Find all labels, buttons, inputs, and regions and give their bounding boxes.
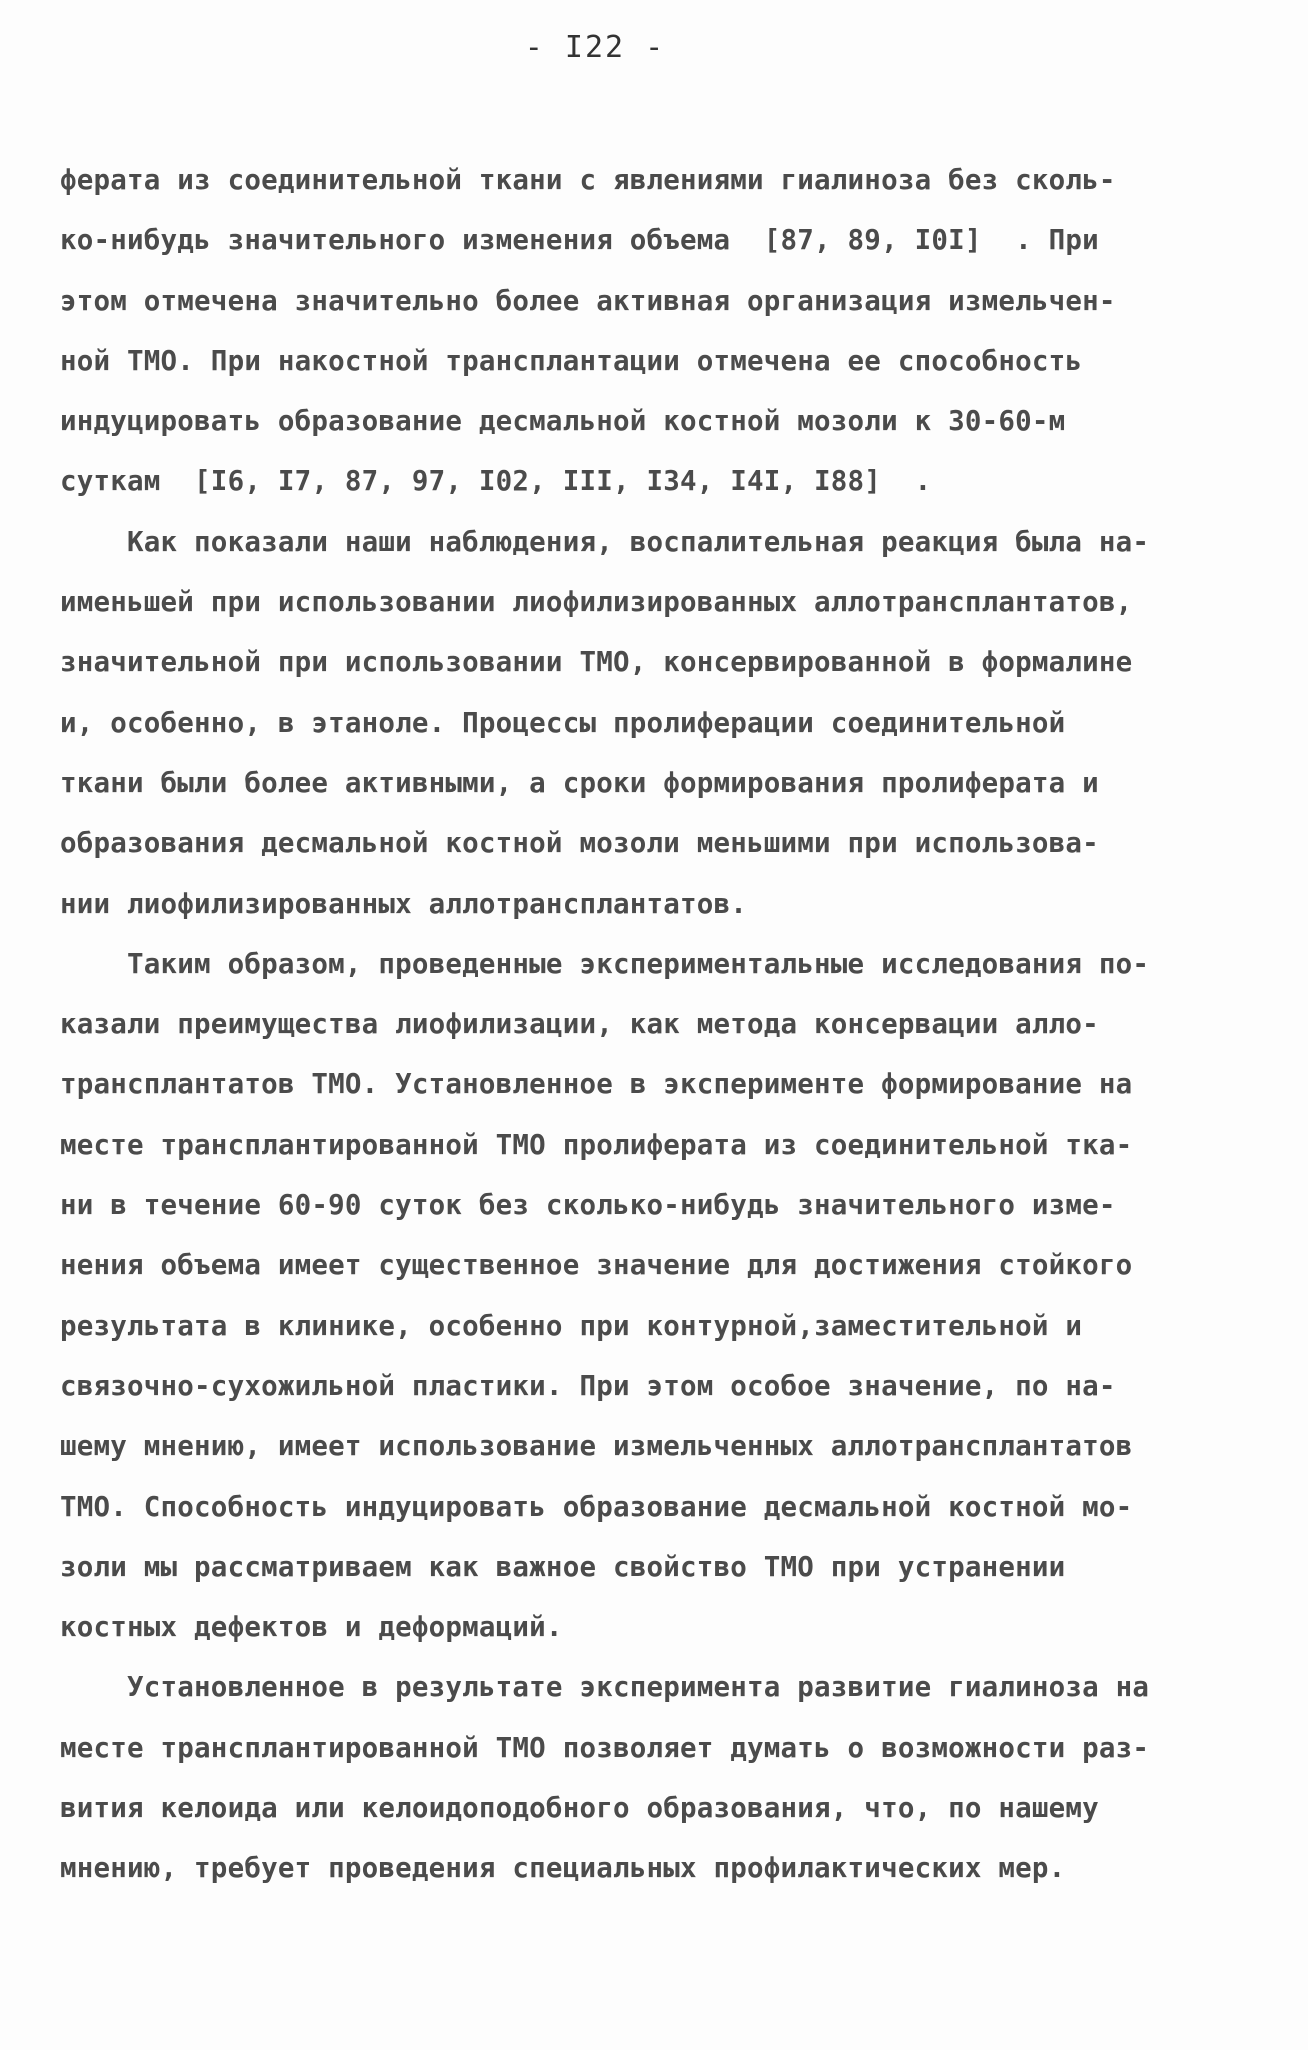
text-line: нии лиофилизированных аллотрансплантатов. [60,887,748,920]
text-line: казали преимущества лиофилизации, как метода консервации алло- [60,1008,1099,1041]
text-line: ни в течение 60-90 суток без сколько-нибудь значительного изме- [60,1189,1116,1222]
text-line: месте трансплантированной ТМО пролиферата из соединительной тка- [60,1128,1133,1161]
text-line: ткани были более активными, а сроки формирования пролиферата и [60,766,1099,799]
text-line: индуцировать образование десмальной костной мозоли к 30-60-м [60,405,1066,438]
text-line: мнению, требует проведения специальных профилактических мер. [60,1852,1066,1885]
text-line: золи мы рассматриваем как важное свойство ТМО при устранении [60,1550,1066,1583]
text-line: ко-нибудь значительного изменения объема [87, 89, I0I] . При [60,224,1099,257]
text-line: значительной при использовании ТМО, консервированной в формалине [60,646,1133,679]
text-line: Как показали наши наблюдения, воспалительная реакция была на- [60,525,1150,558]
text-line: нения объема имеет существенное значение для достижения стойкого [60,1249,1133,1282]
text-line: вития келоида или келоидоподобного образования, что, по нашему [60,1792,1099,1825]
text-line: Таким образом, проведенные экспериментальные исследования по- [60,947,1150,980]
text-line: ной ТМО. При накостной трансплантации отмечена ее способность [60,344,1083,377]
text-line: ферата из соединительной ткани с явлениями гиалиноза без сколь- [60,164,1116,196]
body-text [60,150,1240,1899]
text-line: шему мнению, имеет использование измельченных аллотрансплантатов [60,1430,1133,1463]
text-line: именьшей при использовании лиофилизированных аллотрансплантатов, [60,586,1133,619]
page-number: - I22 - [524,30,666,65]
text-line: Установленное в результате эксперимента развитие гиалиноза на [60,1671,1150,1704]
text-line: этом отмечена значительно более активная организация измельчен- [60,284,1116,317]
text-line: месте трансплантированной ТМО позволяет думать о возможности раз- [60,1731,1150,1764]
text-line: суткам [I6, I7, 87, 97, I02, III, I34, I4I, I88] . [60,465,932,498]
text-line: ТМО. Способность индуцировать образование десмальной костной мо- [60,1490,1133,1523]
text-line: и, особенно, в этаноле. Процессы пролиферации соединительной [60,706,1066,739]
text-line: трансплантатов ТМО. Установленное в эксперименте формирование на [60,1068,1133,1101]
text-line: образования десмальной костной мозоли меньшими при использова- [60,827,1099,860]
text-line: костных дефектов и деформаций. [60,1611,563,1644]
text-line: результата в клинике, особенно при контурной,заместительной и [60,1309,1083,1342]
text-line: связочно-сухожильной пластики. При этом особое значение, по на- [60,1369,1116,1402]
